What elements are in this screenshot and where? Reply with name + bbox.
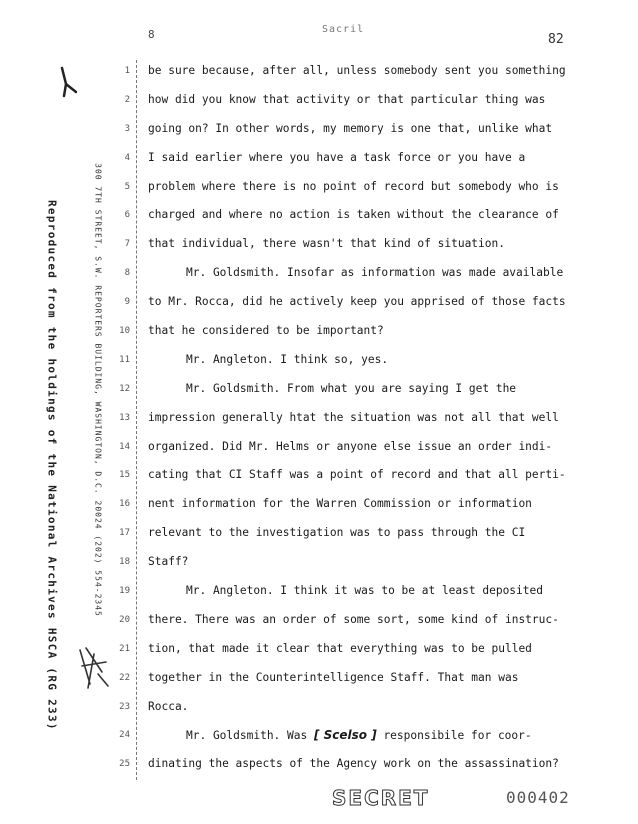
transcript-line-14: 14 organized. Did Mr. Helms or anyone else issue an order indi- [119,439,553,453]
redaction-insert: [ Scelso ] [313,728,377,743]
transcript-line-5: 5 problem where there is no point of record but somebody who is [124,179,559,193]
secret-stamp: SECRET [332,786,430,810]
header-left-number: 8 [148,28,155,41]
transcript-lines [0,64,638,786]
transcript-line-9: 9 to Mr. Rocca, did he actively keep you apprised of those facts [124,295,566,309]
transcript-line-23: 23 Rocca. [119,699,189,713]
line-24-before: Mr. Goldsmith. Was [186,729,314,743]
archive-margin-note: Reproduced from the holdings of the National Archives HSCA (RG 233) [45,200,59,731]
transcript-line-20: 20 there. There was an order of some sort, some kind of instruc- [119,612,559,626]
transcript-line-18: 18 Staff? [119,555,189,569]
transcript-line-6: 6 charged and where no action is taken without the clearance of [124,208,559,222]
transcript-line-12: 12 Mr. Goldsmith. From what you are saying I get the [119,381,517,395]
transcript-line-2: 2 how did you know that activity or that particular thing was [124,92,546,106]
transcript-line-7: 7 that individual, there wasn't that kind of situation. [124,237,505,251]
transcript-line-15: 15 cating that CI Staff was a point of record and that all perti- [119,468,566,482]
document-number: 000402 [506,788,570,807]
reporter-address-note: 300 7TH STREET, S.W. REPORTERS BUILDING, WASHINGTON, D.C. 20024 (202) 554-2345 [93,163,103,617]
transcript-line-1: 1 be sure because, after all, unless somebody sent you something [124,64,566,77]
transcript-line-3: 3 going on? In other words, my memory is one that, unlike what [124,121,553,135]
header-stamp: Sacril [322,24,365,35]
transcript-line-11: 11 Mr. Angleton. I think so, yes. [119,352,389,366]
transcript-line-25: 25 dinating the aspects of the Agency work on the assassination? [119,757,559,771]
transcript-line-10: 10 that he considered to be important? [119,324,384,338]
transcript-line-19: 19 Mr. Angleton. I think it was to be at least deposited [119,584,543,598]
page-number: 82 [548,32,564,47]
transcript-line-8: 8 Mr. Goldsmith. Insofar as information was made available [124,266,564,280]
transcript-line-24: 24 Mr. Goldsmith. Was [ Scelso ] responsibile for coor- [119,728,532,743]
transcript-line-17: 17 relevant to the investigation was to pass through the CI [119,526,526,540]
transcript-line-4: 4 I said earlier where you have a task force or you have a [124,150,526,164]
transcript-line-22: 22 together in the Counterintelligence Staff. That man was [119,670,519,684]
line-24-after: responsibile for coor- [376,729,532,743]
transcript-line-16: 16 nent information for the Warren Commission or information [119,497,532,511]
transcript-line-21: 21 tion, that made it clear that everything was to be pulled [119,641,532,655]
transcript-line-13: 13 impression generally htat the situation was not all that well [119,410,559,424]
